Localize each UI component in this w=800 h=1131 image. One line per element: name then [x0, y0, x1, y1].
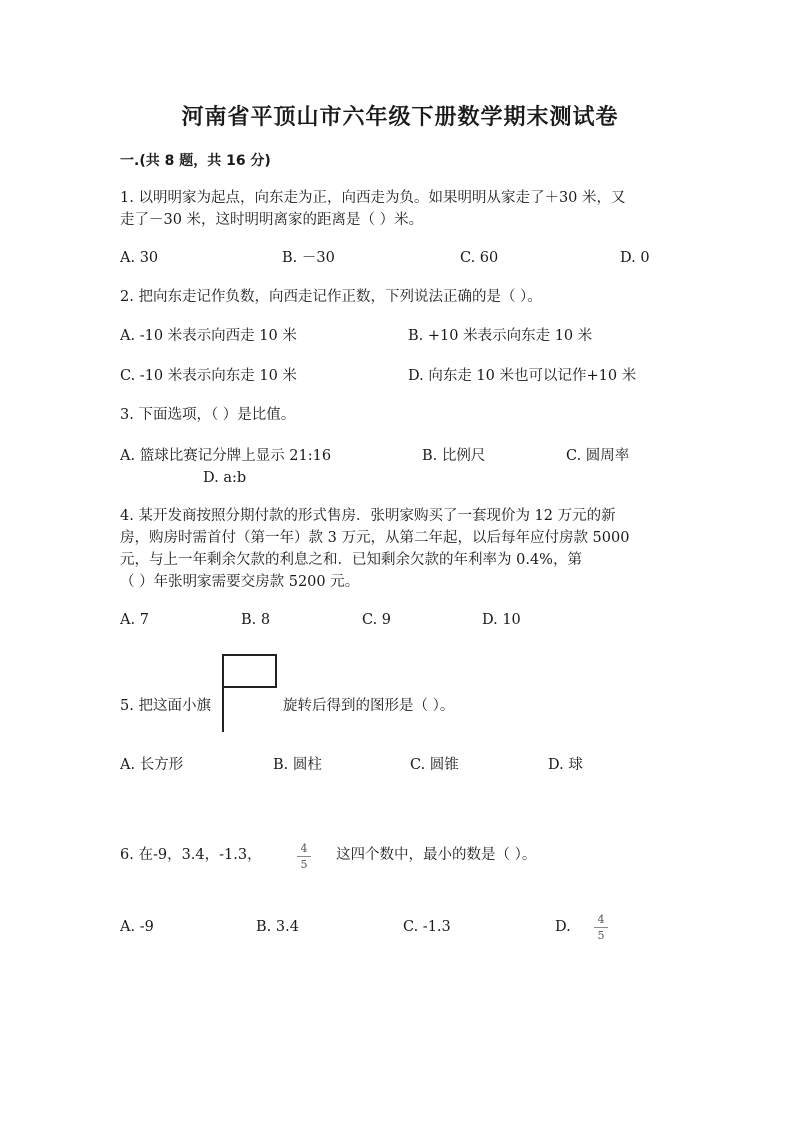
- question-4-option-d[interactable]: D. 10: [482, 612, 521, 628]
- fraction-bar: [594, 927, 608, 928]
- fraction-denominator: 5: [597, 929, 605, 942]
- option-d-fraction: [594, 913, 608, 942]
- question-1-option-b[interactable]: B. －30: [282, 250, 335, 266]
- question-1-line-2: 走了－30 米，这时明明离家的距离是（ ）米。: [120, 212, 424, 228]
- question-3-text: 3. 下面选项，（ ）是比值。: [120, 407, 296, 423]
- question-5-text-before: 5. 把这面小旗: [120, 698, 211, 714]
- question-6-text-after: 这四个数中，最小的数是（ ）。: [336, 847, 537, 863]
- question-2-option-a[interactable]: A. -10 米表示向西走 10 米: [120, 328, 297, 344]
- fraction-numerator: 4: [300, 842, 308, 855]
- question-1-option-a[interactable]: A. 30: [120, 250, 159, 266]
- question-1-option-d[interactable]: D. 0: [620, 250, 650, 266]
- fraction-four-fifths: [297, 842, 311, 871]
- question-5-option-d[interactable]: D. 球: [548, 757, 583, 773]
- fraction-bar: [297, 856, 311, 857]
- question-6-option-a[interactable]: A. -9: [120, 919, 154, 935]
- question-6-option-c[interactable]: C. -1.3: [403, 919, 451, 935]
- question-2-option-d[interactable]: D. 向东走 10 米也可以记作+10 米: [408, 368, 637, 384]
- question-4-option-a[interactable]: A. 7: [120, 612, 149, 628]
- question-6-option-b[interactable]: B. 3.4: [256, 919, 299, 935]
- question-2-option-c[interactable]: C. -10 米表示向东走 10 米: [120, 368, 297, 384]
- question-4-option-b[interactable]: B. 8: [241, 612, 271, 628]
- question-2-option-b[interactable]: B. +10 米表示向东走 10 米: [408, 328, 593, 344]
- question-6-option-d[interactable]: D.: [555, 919, 571, 935]
- question-5-option-b[interactable]: B. 圆柱: [273, 757, 322, 773]
- section-heading: 一.(共 8 题，共 16 分): [120, 153, 271, 169]
- question-1-line-1: 1. 以明明家为起点，向东走为正，向西走为负。如果明明从家走了＋30 米，又: [120, 190, 626, 206]
- question-4-line-1: 4. 某开发商按照分期付款的形式售房．张明家购买了一套现价为 12 万元的新: [120, 508, 616, 524]
- question-4-option-c[interactable]: C. 9: [362, 612, 392, 628]
- question-2-text: 2. 把向东走记作负数，向西走记作正数，下列说法正确的是（ ）。: [120, 289, 542, 305]
- fraction-numerator: 4: [597, 913, 605, 926]
- question-3-option-c[interactable]: C. 圆周率: [566, 448, 630, 464]
- question-5-option-a[interactable]: A. 长方形: [120, 757, 184, 773]
- question-5-option-c[interactable]: C. 圆锥: [410, 757, 459, 773]
- question-6-text-before: 6. 在-9，3.4，-1.3，: [120, 847, 262, 863]
- flag-cloth: [223, 654, 277, 688]
- question-4-line-3: 元，与上一年剩余欠款的利息之和．已知剩余欠款的年利率为 0.4%，第: [120, 552, 582, 568]
- question-5-text-after: 旋转后得到的图形是（ ）。: [283, 698, 455, 714]
- question-3-option-d[interactable]: D. a:b: [203, 470, 247, 486]
- question-3-option-a[interactable]: A. 篮球比赛记分牌上显示 21:16: [120, 448, 332, 464]
- page-title: 河南省平顶山市六年级下册数学期末测试卷: [181, 105, 619, 130]
- question-1-option-c[interactable]: C. 60: [460, 250, 499, 266]
- question-4-line-2: 房，购房时需首付（第一年）款 3 万元，从第二年起，以后每年应付房款 5000: [120, 530, 630, 546]
- question-3-option-b[interactable]: B. 比例尺: [422, 448, 486, 464]
- question-4-line-4: （ ）年张明家需要交房款 5200 元。: [120, 574, 360, 590]
- fraction-denominator: 5: [300, 858, 308, 871]
